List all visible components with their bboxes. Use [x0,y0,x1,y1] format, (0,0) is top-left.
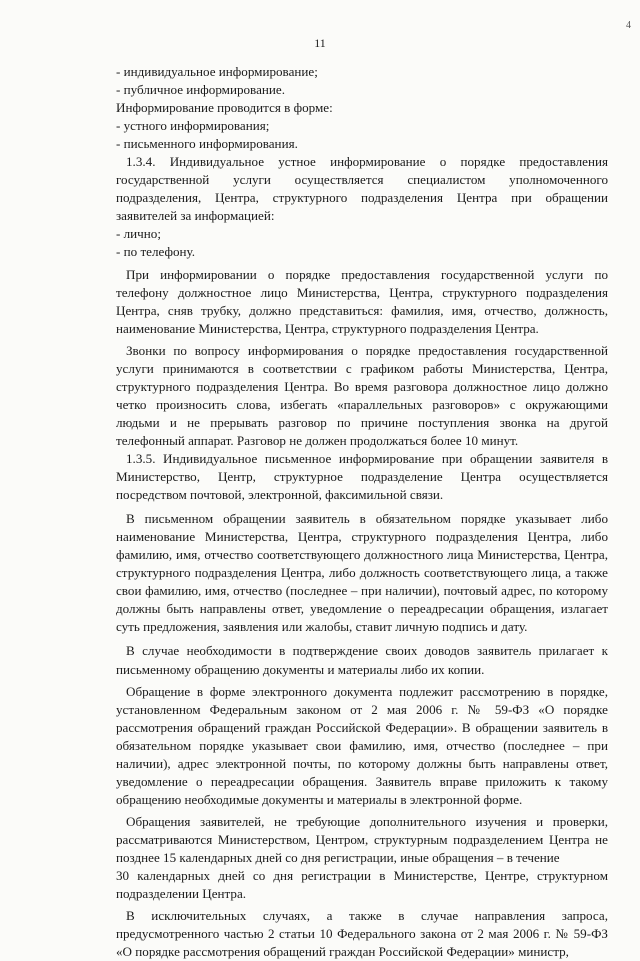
paragraph-electronic: Обращение в форме электронного документа подлежит рассмотрению в порядке, установленном Федеральным законом от 2 мая 2006 г. № 59-ФЗ «О порядке рассмотрения обращений граждан Российской Федерации». В обращении заявитель в обязательном порядке указывает свои фамилию, имя, отчество (последнее – при наличии), адрес электронной почты, по которому должны быть направлены ответ, уведомление о переадресации обращения. Заявитель вправе приложить к такому обращению необходимые документы и материалы в электронной форме. [116,683,608,807]
list-item-written: - письменного информирования. [116,136,298,152]
paragraph-30-days: 30 календарных дней со дня регистрации в Министерстве, Центре, структурном подразделении Центра. [116,868,608,902]
paragraph-documents: В случае необходимости в подтверждение своих доводов заявитель прилагает к письменному обращению документы и материалы либо их копии. [116,643,608,677]
paragraph-1-3-5: 1.3.5. Индивидуальное письменное информирование при обращении заявителя в Министерство, Центр, структурное подразделение Центра осуществляется посредством почтовой, электронной, факсимильной связи. [116,450,608,503]
corner-mark: 4 [626,20,631,31]
page-number: 11 [314,36,326,50]
paragraph-exceptional: В исключительных случаях, а также в случае направления запроса, предусмотренного частью 2 статьи 10 Федерального закона от 2 мая 2006 г. № 59-ФЗ «О порядке рассмотрения обращений граждан Российской Федерации» министр, [116,908,608,960]
body-text [116,63,608,961]
list-item-oral: - устного информирования; [116,118,270,134]
paragraph-1-3-4: 1.3.4. Индивидуальное устное информирование о порядке предоставления государственной услуги осуществляется специалистом уполномоченного подразделения, Центра, структурного подразделения Центра при обращении заявителей за информацией: [116,154,608,224]
list-item-public: - публичное информирование. [116,82,285,98]
list-item-personally: - лично; [116,226,161,242]
paragraph-forms: Информирование проводится в форме: [116,100,333,116]
paragraph-calls: Звонки по вопросу информирования о порядке предоставления государственной услуги принимаются в соответствии с графиком работы Министерства, Центра, структурного подразделения Центра. Во время разговора должностное лицо должно четко произносить слова, избегать «параллельных разговоров» с окружающими людьми и не прерывать разговор по причине поступления звонка на другой телефонный аппарат. Разговор не должен продолжаться более 10 минут. [116,342,608,448]
paragraph-deadlines: Обращения заявителей, не требующие дополнительного изучения и проверки, рассматриваются Министерством, Центром, структурным подразделением Центра не позднее 15 календарных дней со дня регистрации, иные обращения – в течение [116,813,608,865]
list-item-individual: - индивидуальное информирование; [116,64,318,79]
paragraph-phone-informing: При информировании о порядке предоставления государственной услуги по телефону должностное лицо Министерства, Центра, структурного подразделения Центра, сняв трубку, должно представиться: фамилия, имя, отчество, должность, наименование Министерства, Центра, структурного подразделения Центра. [116,266,608,336]
list-item-phone: - по телефону. [116,244,196,260]
paragraph-written-appeal: В письменном обращении заявитель в обязательном порядке указывает либо наименование Министерства, Центра, структурного подразделения Центра, либо фамилию, имя, отчество соответствующего должностного лица Министерства, Центра, структурного подразделения Центра, либо должность соответствующего лица, а также свои фамилию, имя, отчество (последнее – при наличии), почтовый адрес, по которому должны быть направлены ответ, уведомление о переадресации обращения, излагает суть предложения, заявления или жалобы, ставит личную подпись и дату. [116,511,608,635]
